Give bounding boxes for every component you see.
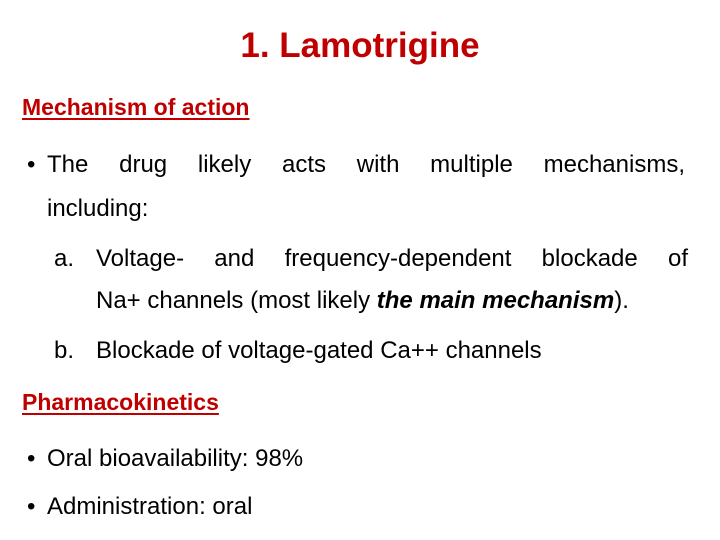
bullet-text-line1: The drug likely acts with multiple mechanisms, xyxy=(47,151,685,178)
bullet-symbol: • xyxy=(27,445,36,472)
pharmacokinetics-heading: Pharmacokinetics xyxy=(22,389,219,415)
sub-item-a-line2 xyxy=(96,280,688,322)
pk-bullet-2-text: Administration: oral xyxy=(47,493,253,520)
slide-title: 1. Lamotrigine xyxy=(240,26,480,65)
sub-item-a xyxy=(54,238,688,322)
sub-item-a-text xyxy=(96,238,688,322)
sub-item-a-line2-post: ). xyxy=(614,287,629,314)
pk-bullet-1-text: Oral bioavailability: 98% xyxy=(47,445,304,472)
sub-item-b-text: Blockade of voltage-gated Ca++ channels xyxy=(96,337,542,364)
mechanism-bullet xyxy=(27,143,687,231)
bullet-text xyxy=(47,143,685,231)
sub-item-b xyxy=(54,330,688,372)
pk-bullet-1 xyxy=(27,437,687,481)
sub-item-b-marker: b. xyxy=(54,337,75,364)
pk-bullet-2 xyxy=(27,485,687,529)
bullet-symbol: • xyxy=(27,493,36,520)
sub-item-a-line1: Voltage- and frequency-dependent blockade of xyxy=(96,245,688,272)
mechanism-heading: Mechanism of action xyxy=(22,94,250,120)
sub-item-a-marker: a. xyxy=(54,245,75,272)
bullet-text-line2: including: xyxy=(47,195,149,222)
sub-item-a-line2-pre: Na+ channels (most likely xyxy=(96,287,377,314)
sub-item-a-emphasis: the main mechanism xyxy=(376,287,615,314)
bullet-symbol: • xyxy=(27,151,36,178)
